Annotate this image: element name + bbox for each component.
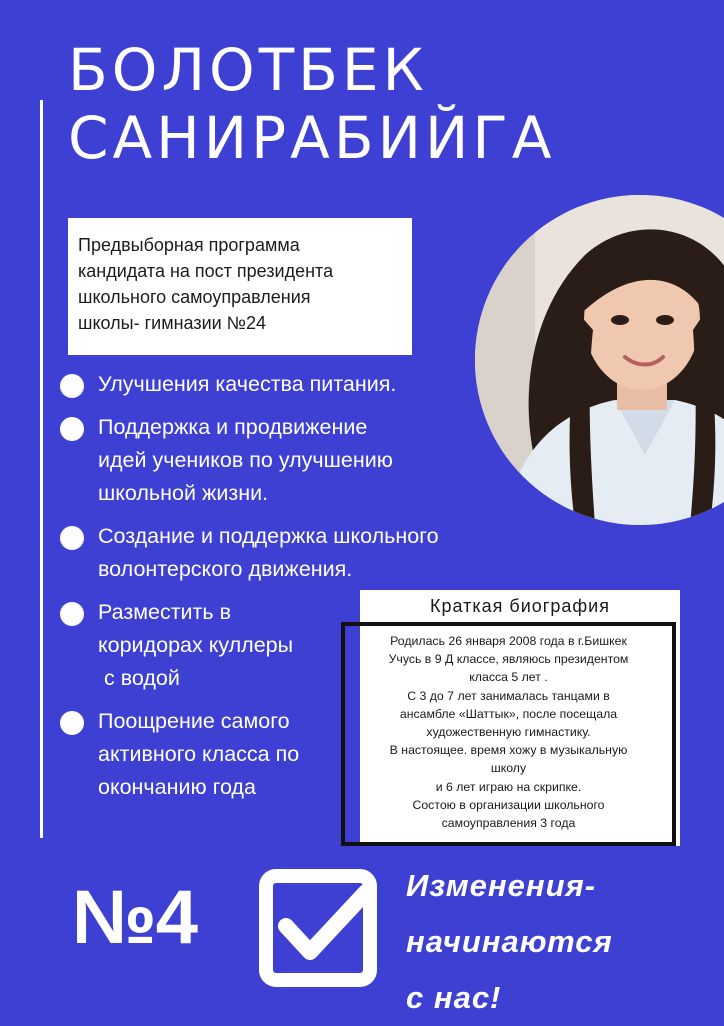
bullet-icon (60, 711, 84, 735)
slogan-line: с нас! (406, 980, 502, 1015)
point-line: с водой (98, 666, 180, 690)
point-line: активного класса по (98, 742, 300, 766)
slogan-line: Изменения- (406, 868, 597, 903)
checkbox-checked-icon (258, 868, 378, 988)
point-line: окончанию года (98, 775, 256, 799)
decorative-vertical-line (40, 100, 43, 838)
candidate-portrait-icon (475, 195, 724, 525)
bio-line: Учусь в 9 Д классе, являюсь президентом (388, 652, 629, 667)
intro-line: школы- гимназии №24 (78, 313, 267, 333)
slogan-line: начинаются (406, 924, 613, 959)
bio-line: самоуправления 3 года (441, 816, 576, 831)
bio-line: художественную гимнастику. (426, 725, 591, 740)
intro-line: кандидата на пост президента (78, 261, 334, 281)
point-line: волонтерского движения. (98, 557, 353, 581)
bio-line: и 6 лет играю на скрипке. (435, 779, 582, 794)
candidate-given-name: САНИРАБИЙГА (68, 104, 556, 172)
program-point (58, 520, 498, 586)
intro-line: Предвыборная программа (78, 235, 300, 255)
candidate-photo (475, 195, 724, 525)
bullet-icon (60, 526, 84, 550)
intro-box (68, 218, 412, 355)
point-line: Создание и поддержка школьного (98, 524, 439, 548)
point-line: Разместить в (98, 600, 231, 624)
bio-line: ансамбле «Шаттык», после посещала (399, 706, 618, 721)
bio-line: Родилась 26 января 2008 года в г.Бишкек (390, 634, 627, 648)
program-point (58, 368, 498, 401)
point-line: школьной жизни. (98, 481, 269, 505)
bio-line: класса 5 лет . (469, 670, 548, 685)
biography-text (341, 622, 676, 846)
bio-line: Состою в организации школьного (412, 797, 605, 812)
bullet-icon (60, 417, 84, 441)
slogan (406, 858, 706, 1026)
candidate-number: №4 (72, 875, 197, 960)
point-line: коридорах куллеры (98, 633, 294, 657)
bio-line: школу (490, 761, 527, 776)
biography-title: Краткая биография (430, 596, 610, 616)
bio-line: В настоящее. время хожу в музыкальную (389, 743, 628, 758)
bullet-icon (60, 602, 84, 626)
point-line: Поощрение самого (98, 709, 290, 733)
program-point (58, 411, 498, 510)
bio-line: С 3 до 7 лет занималась танцами в (407, 688, 610, 703)
intro-line: школьного самоуправления (78, 287, 311, 307)
point-line: Поддержка и продвижение (98, 415, 368, 439)
bullet-icon (60, 374, 84, 398)
point-line: идей учеников по улучшению (98, 448, 393, 472)
point-line: Улучшения качества питания. (98, 372, 397, 396)
candidate-name (68, 36, 688, 172)
candidate-surname: БОЛОТБЕК (68, 36, 428, 104)
